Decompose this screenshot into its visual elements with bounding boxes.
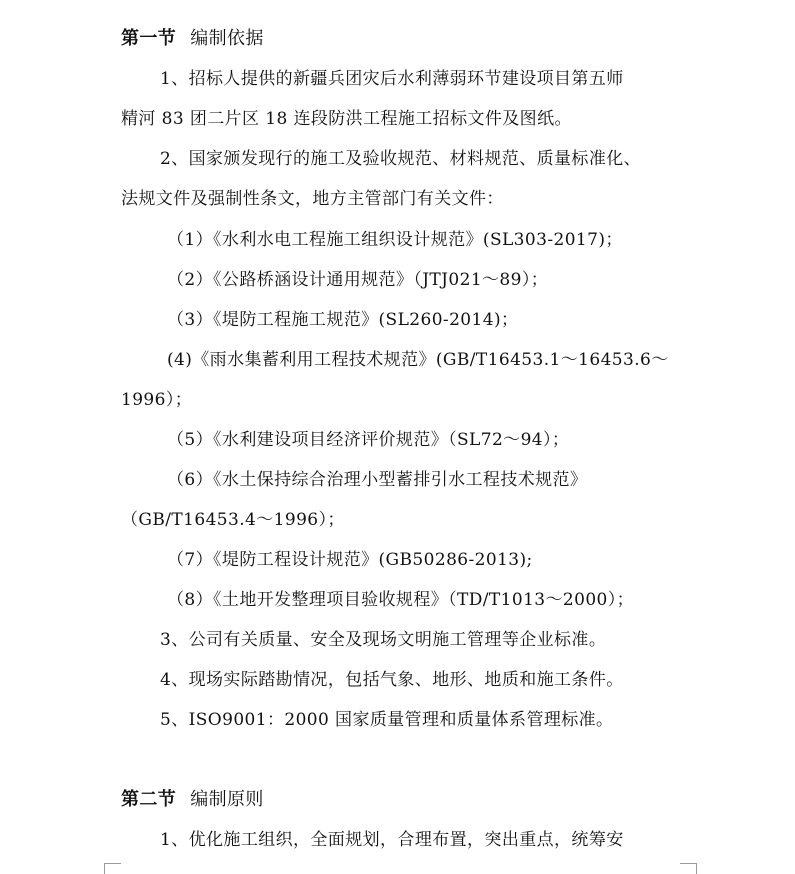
list-item: （1）《水利水电工程施工组织设计规范》(SL303-2017)； xyxy=(167,230,623,250)
paragraph-line: 精河 83 团二片区 18 连段防洪工程施工招标文件及图纸。 xyxy=(121,109,572,129)
paragraph-line: 2、国家颁发现行的施工及验收规范、材料规范、质量标准化、 xyxy=(160,149,642,169)
list-item: （2）《公路桥涵设计通用规范》（JTJ021～89）； xyxy=(167,270,549,290)
paragraph-line: 3、公司有关质量、安全及现场文明施工管理等企业标准。 xyxy=(160,630,607,650)
section-number: 第二节 xyxy=(121,789,177,810)
paragraph-line: 1、招标人提供的新疆兵团灾后水利薄弱环节建设项目第五师 xyxy=(160,69,624,89)
list-item: （5）《水利建设项目经济评价规范》（SL72～94）； xyxy=(167,430,570,450)
section-heading-2 xyxy=(121,788,264,812)
list-item: (4)《雨水集蓄利用工程技术规范》(GB/T16453.1～16453.6～ xyxy=(167,350,669,370)
paragraph-line: 5、ISO9001：2000 国家质量管理和质量体系管理标准。 xyxy=(160,710,614,730)
section-number: 第一节 xyxy=(121,28,177,49)
paragraph-line: 法规文件及强制性条文，地方主管部门有关文件： xyxy=(121,189,504,209)
list-item: （6）《水土保持综合治理小型蓄排引水工程技术规范》 xyxy=(167,470,588,490)
list-item: （7）《堤防工程设计规范》(GB50286-2013); xyxy=(167,550,533,570)
list-item: （3）《堤防工程施工规范》(SL260-2014)； xyxy=(167,310,519,330)
section-title: 编制依据 xyxy=(190,28,264,49)
paragraph-line: 1、优化施工组织，全面规划，合理布置，突出重点，统筹安 xyxy=(160,830,624,850)
page-corner-mark-right xyxy=(680,863,697,874)
page-corner-mark-left xyxy=(104,863,121,874)
section-title: 编制原则 xyxy=(190,789,264,810)
paragraph-line: 4、现场实际踏勘情况，包括气象、地形、地质和施工条件。 xyxy=(160,670,624,690)
list-item-continuation: （GB/T16453.4～1996）； xyxy=(121,510,345,530)
list-item: （8）《土地开发整理项目验收规程》（TD/T1013～2000）； xyxy=(167,590,635,610)
section-heading-1 xyxy=(121,27,264,51)
list-item-continuation: 1996）； xyxy=(121,390,193,410)
